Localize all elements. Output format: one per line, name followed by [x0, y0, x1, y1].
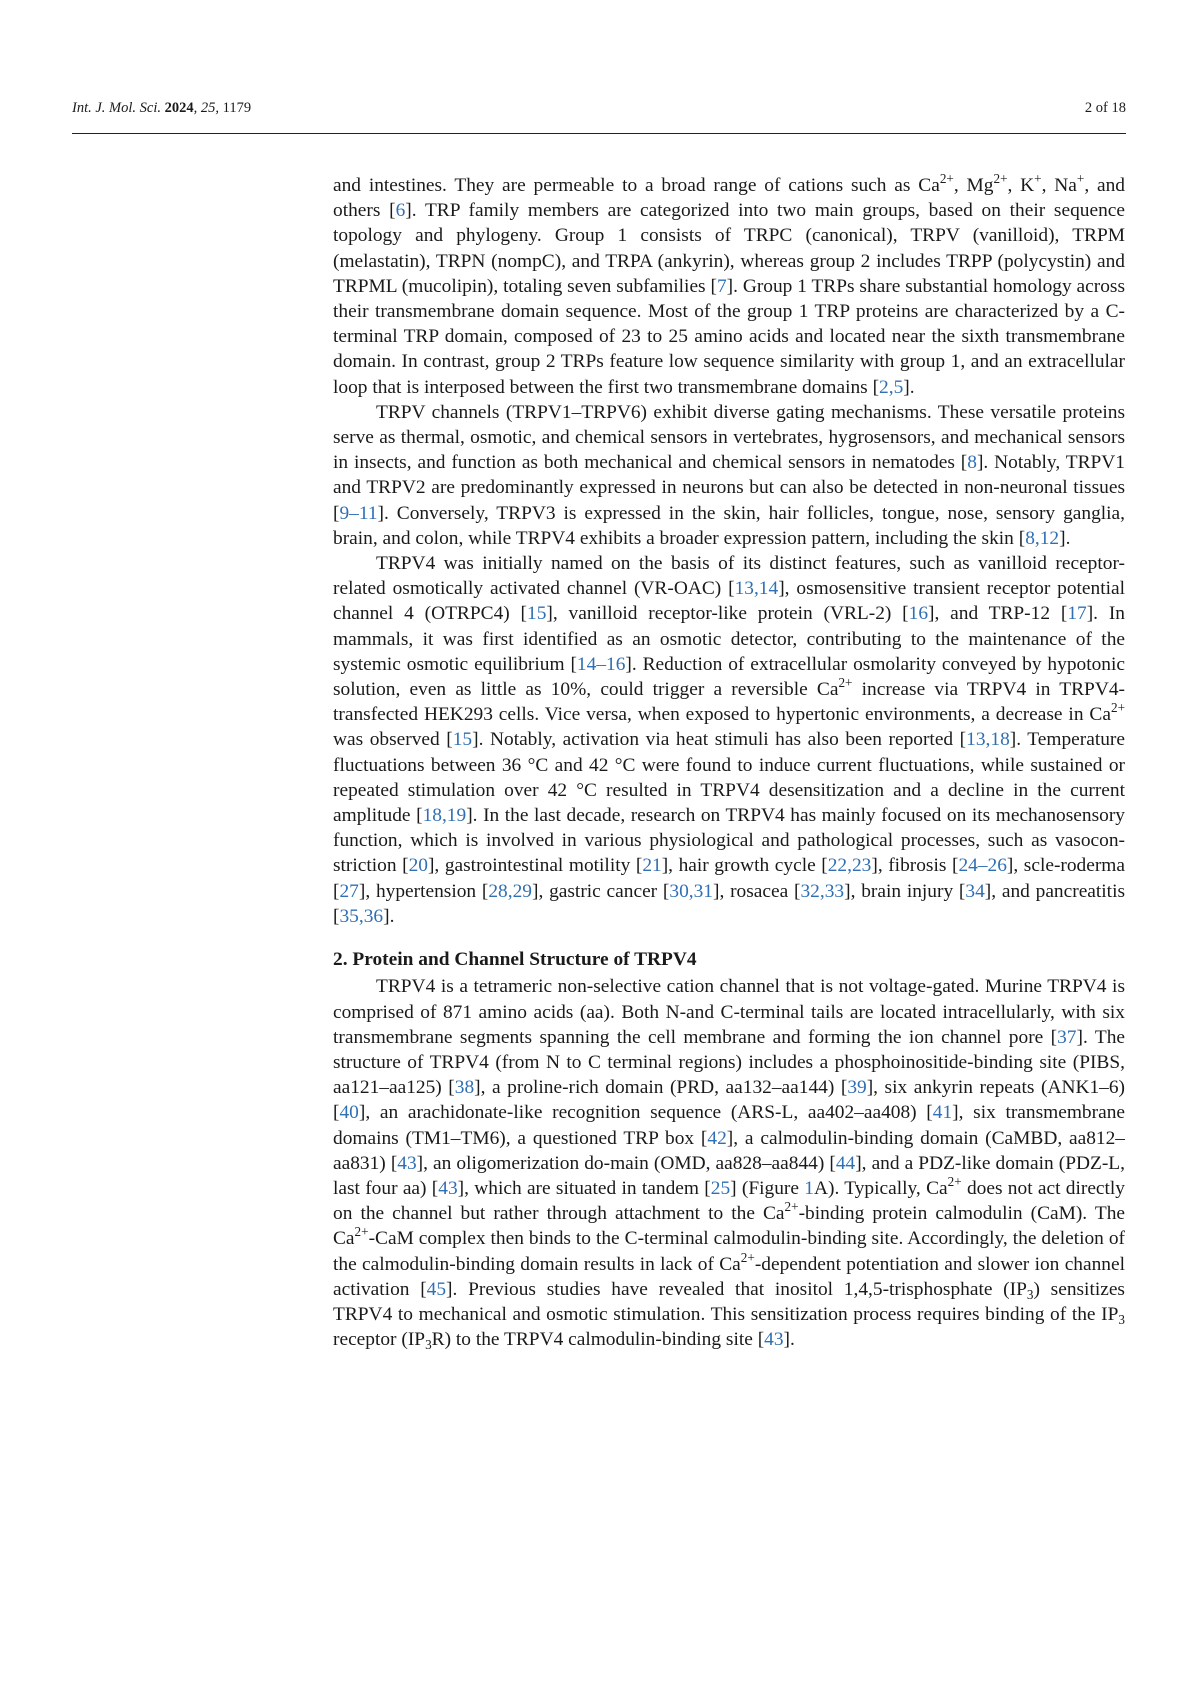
citation-link[interactable]: 2,5	[879, 376, 904, 398]
citation-link[interactable]: 43	[397, 1152, 417, 1174]
citation-link[interactable]: 13,14	[734, 578, 779, 600]
text-run: , Na	[1041, 175, 1077, 196]
text-run: ], and pancreatitis [	[333, 880, 1125, 927]
superscript: 2+	[354, 1224, 369, 1240]
citation-link[interactable]: 34	[965, 880, 985, 902]
body-text	[333, 173, 1125, 1352]
text-run: ], hypertension [	[358, 880, 489, 902]
citation-link[interactable]: 30,31	[669, 880, 714, 902]
text-run: ], scle-roderma [	[333, 855, 1125, 902]
text-run: ]. Temperature fluctuations between 36 °C and 42 °C were found to induce current fluctuations, while sustained or repeated stimulation over 42 °C resulted in TRPV4 desensitization and a decline in the current amplitude [	[333, 729, 1125, 827]
text-run: ]. In mammals, it was first identified as an osmotic detector, contributing to the maintenance of the systemic osmotic equilibrium [	[333, 603, 1125, 675]
text-run: -dependent potentiation and slower ion channel activation [	[333, 1253, 1125, 1300]
header-rule	[72, 133, 1126, 134]
intro-paragraphs	[333, 173, 1125, 929]
text-run: R) to the TRPV4 calmodulin-binding site [	[431, 1329, 765, 1351]
citation-link[interactable]: 6	[395, 200, 406, 222]
superscript: 2+	[993, 171, 1008, 187]
superscript: 2+	[740, 1249, 755, 1265]
article-number: 1179	[222, 100, 252, 116]
citation-link[interactable]: 1	[804, 1177, 814, 1199]
text-run: ], which are situated in tandem [	[457, 1177, 711, 1199]
citation-link[interactable]: 9–11	[339, 502, 378, 524]
superscript: 2+	[784, 1199, 799, 1215]
text-run: , and others [	[333, 175, 1125, 222]
text-run: ], osmosensitive transient receptor potential channel 4 (OTRPC4) [	[333, 578, 1125, 625]
text-run: ], rosacea [	[713, 880, 801, 902]
citation-link[interactable]: 43	[764, 1329, 784, 1351]
paragraph	[333, 173, 1125, 400]
text-run: TRPV channels (TRPV1–TRPV6) exhibit diverse gating mechanisms. These versatile proteins serve as thermal, osmotic, and chemical sensors in vertebrates, hygrosensors, and mechanical sensors in insects, and function as both mechanical and chemical sensors in nematodes [	[333, 401, 1125, 474]
text-run: A). Typically, Ca	[813, 1177, 948, 1199]
citation-link[interactable]: 27	[339, 880, 359, 902]
superscript: +	[1034, 171, 1042, 187]
text-run: ].	[903, 376, 915, 398]
citation-link[interactable]: 42	[707, 1127, 727, 1149]
text-run: ].	[783, 1329, 795, 1351]
text-run: and intestines. They are permeable to a broad range of cations such as Ca	[333, 175, 940, 196]
text-run: ]. Reduction of extracellular osmolarity conveyed by hypotonic solution, even as little as 10%, could trigger a reversible Ca	[333, 653, 1125, 701]
superscript: +	[1076, 171, 1085, 187]
text-run: ]. In the last decade, research on TRPV4 has mainly focused on its mechanosensory function, which is involved in various physiological and pathological processes, such as vasocon-striction [	[333, 805, 1125, 877]
subscript: 3	[1026, 1286, 1034, 1302]
journal-abbrev: Int. J. Mol. Sci.	[72, 100, 161, 116]
citation-link[interactable]: 43	[438, 1177, 458, 1199]
text-run: ], six ankyrin repeats (ANK1–6) [	[333, 1077, 1125, 1124]
citation-link[interactable]: 40	[339, 1102, 359, 1124]
text-run: receptor (IP	[333, 1329, 426, 1351]
text-run: ]. Notably, activation via heat stimuli has also been reported [	[472, 729, 967, 751]
citation-link[interactable]: 8	[967, 452, 977, 474]
text-run: does not act directly on the channel but rather through attachment to the Ca	[333, 1177, 1125, 1225]
text-run: ].	[1059, 527, 1071, 549]
paragraph	[333, 400, 1125, 551]
text-run: ], and TRP-12 [	[928, 603, 1068, 625]
text-run: ]. Notably, TRPV1 and TRPV2 are predominantly expressed in neurons but can also be detected in non-neuronal tissues [	[333, 452, 1125, 524]
citation-link[interactable]: 15	[527, 603, 547, 625]
section-paragraphs	[333, 974, 1125, 1352]
citation-link[interactable]: 24–26	[958, 855, 1007, 877]
citation-link[interactable]: 17	[1067, 603, 1087, 625]
text-run: ], an oligomerization do-main (OMD, aa828–aa844) [	[416, 1152, 836, 1174]
subscript: 3	[425, 1337, 432, 1353]
text-run: ], fibrosis [	[871, 855, 959, 877]
paragraph	[333, 551, 1125, 929]
text-run: ]. Group 1 TRPs share substantial homology across their transmembrane domain sequence. Most of the group 1 TRP proteins are characterized by a C-terminal TRP domain, composed of 23 to 25 amino acids and located near the sixth transmembrane domain. In contrast, group 2 TRPs feature low sequence similarity with group 1, and an extracellular loop that is interposed between the first two transmembrane domains [	[333, 275, 1125, 398]
citation-link[interactable]: 21	[642, 855, 662, 877]
section-heading: 2. Protein and Channel Structure of TRPV4	[333, 949, 697, 971]
superscript: 2+	[838, 675, 853, 691]
text-run: ]. TRP family members are categorized into two main groups, based on their sequence topology and phylogeny. Group 1 consists of TRPC (canonical), TRPV (vanilloid), TRPM (melastatin), TRPN (nompC), and TRPA (ankyrin), whereas group 2 includes TRPP (polycystin) and TRPML (mucolipin), totaling seven subfamilies [	[333, 200, 1125, 297]
citation-link[interactable]: 14–16	[576, 653, 626, 675]
citation-link[interactable]: 25	[710, 1177, 731, 1199]
text-run: TRPV4 was initially named on the basis of its distinct features, such as vanilloid receptor-related osmotically activated channel (VR-OAC) [	[333, 553, 1125, 600]
superscript: 2+	[1110, 700, 1125, 716]
text-run: , Mg	[953, 175, 994, 196]
text-run: TRPV4 is a tetrameric non-selective cation channel that is not voltage-gated. Murine TRPV4 is comprised of 871 amino acids (aa). Both N-and C-terminal tails are located intracellularly, with six transmembrane segments spanning the cell membrane and forming the ion channel pore [	[333, 976, 1125, 1048]
text-run: ], an arachidonate-like recognition sequence (ARS-L, aa402–aa408) [	[358, 1102, 933, 1124]
text-run: -CaM complex then binds to the C-terminal calmodulin-binding site. Accordingly, the deletion of the calmodulin-binding domain results in lack of Ca	[333, 1228, 1125, 1275]
text-run: ], gastrointestinal motility [	[427, 855, 643, 877]
citation-link[interactable]: 39	[847, 1077, 867, 1099]
paragraph	[333, 974, 1125, 1352]
text-run: -binding protein calmodulin (CaM). The Ca	[333, 1203, 1126, 1250]
citation-link[interactable]: 8,12	[1025, 527, 1060, 549]
citation-link[interactable]: 22,23	[827, 855, 872, 877]
citation-link[interactable]: 16	[908, 603, 929, 625]
citation-link[interactable]: 20	[408, 855, 428, 877]
citation-link[interactable]: 45	[426, 1278, 447, 1300]
text-run: ], vanilloid receptor-like protein (VRL-2) [	[546, 603, 909, 625]
text-run: ], hair growth cycle [	[661, 855, 828, 877]
journal-citation: Int. J. Mol. Sci. 2024, 25, 1179	[72, 100, 252, 116]
subscript: 3	[1118, 1311, 1125, 1327]
text-run: , K	[1007, 175, 1035, 196]
journal-volume: 25	[200, 100, 216, 116]
citation-link[interactable]: 18,19	[422, 805, 467, 827]
citation-link[interactable]: 13,18	[966, 729, 1010, 751]
text-run: ], a calmodulin-binding domain (CaMBD, aa812–aa831) [	[333, 1127, 1125, 1174]
text-run: ], gastric cancer [	[532, 880, 670, 902]
citation-link[interactable]: 44	[835, 1152, 856, 1174]
text-run: ], a proline-rich domain (PRD, aa132–aa144) [	[474, 1077, 848, 1099]
superscript: 2+	[947, 1174, 962, 1190]
running-header	[72, 100, 1126, 117]
page-number: 2 of 18	[1084, 100, 1126, 116]
citation-link[interactable]: 28,29	[488, 880, 532, 902]
journal-year: 2024	[164, 100, 194, 116]
text-run: ], and a PDZ-like domain (PDZ-L, last four aa) [	[333, 1152, 1125, 1199]
text-run: was observed [	[333, 729, 453, 751]
text-run: ) sensitizes TRPV4 to mechanical and osmotic stimulation. This sensitization process requires binding of the IP	[333, 1278, 1125, 1325]
superscript: 2+	[939, 171, 954, 187]
text-run: increase via TRPV4 in TRPV4-transfected HEK293 cells. Vice versa, when exposed to hypertonic environments, a decrease in Ca	[333, 679, 1125, 726]
text-run: ], brain injury [	[844, 880, 966, 902]
citation-link[interactable]: 32,33	[800, 880, 845, 902]
citation-link[interactable]: 35,36	[339, 905, 384, 927]
text-run: ]. The structure of TRPV4 (from N to C terminal regions) includes a phosphoinositide-binding site (PIBS, aa121–aa125) [	[333, 1026, 1125, 1099]
text-run: ]. Previous studies have revealed that inositol 1,4,5-trisphosphate (IP	[446, 1278, 1027, 1300]
citation-link[interactable]: 41	[932, 1102, 953, 1124]
text-run: ] (Figure	[730, 1177, 805, 1199]
text-run: ], six transmembrane domains (TM1–TM6), a questioned TRP box [	[333, 1102, 1125, 1149]
text-run: ].	[383, 905, 395, 927]
citation-link[interactable]: 7	[716, 275, 727, 297]
text-run: ]. Conversely, TRPV3 is expressed in the skin, hair follicles, tongue, nose, sensory ganglia, brain, and colon, while TRPV4 exhibits a broader expression pattern, including the skin [	[333, 502, 1125, 549]
citation-link[interactable]: 15	[452, 729, 473, 751]
citation-link[interactable]: 37	[1057, 1026, 1077, 1048]
citation-link[interactable]: 38	[454, 1077, 475, 1099]
